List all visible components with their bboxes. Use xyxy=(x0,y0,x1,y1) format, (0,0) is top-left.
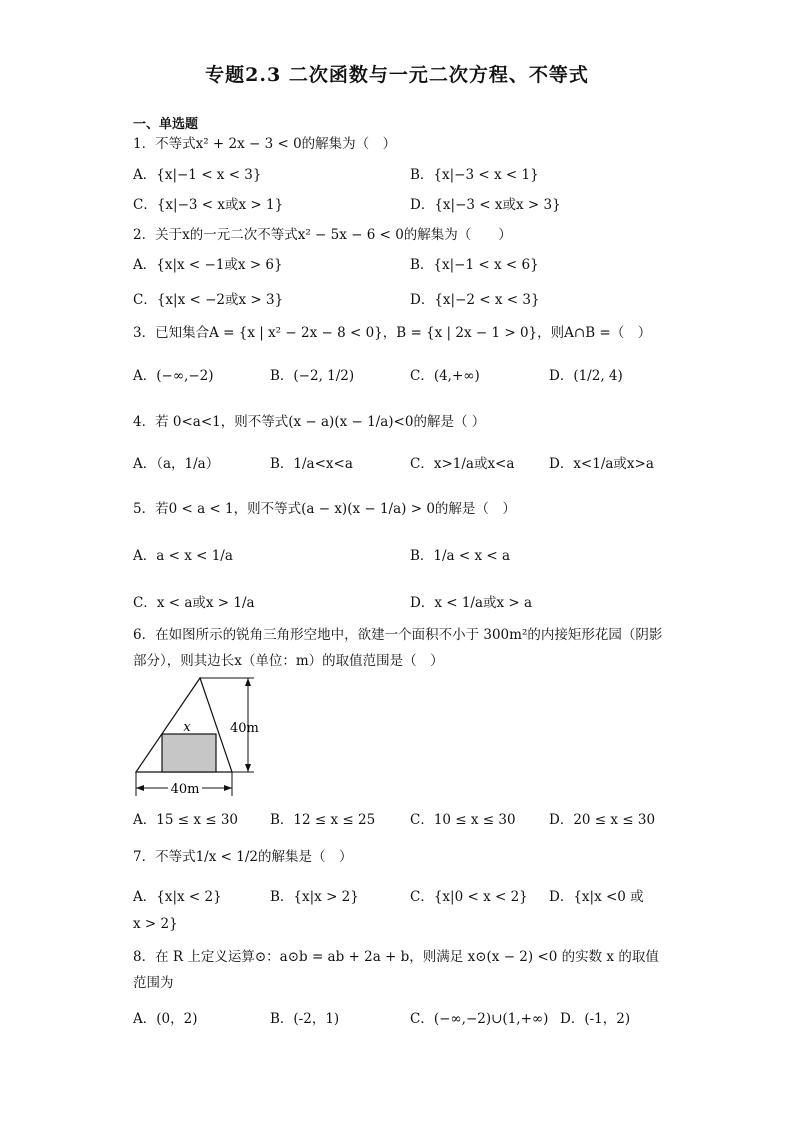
q6-option-b[interactable]: B．12 ≤ x ≤ 25 xyxy=(270,812,376,828)
triangle-diagram xyxy=(130,676,280,804)
q4-option-c[interactable]: C．x>1/a或x<a xyxy=(410,456,515,472)
inscribed-rectangle xyxy=(162,734,216,772)
rect-width-label: x xyxy=(183,720,191,735)
q4-option-d[interactable]: D．x<1/a或x>a xyxy=(549,456,654,472)
q2-option-c[interactable]: C．{x|x < −2或x > 3} xyxy=(133,292,284,308)
question-1-stem: 1．不等式x² + 2x − 3 < 0的解集为（ ） xyxy=(133,136,397,152)
q5-option-c[interactable]: C．x < a或x > 1/a xyxy=(133,595,255,611)
q7-option-b[interactable]: B．{x|x > 2} xyxy=(270,889,359,905)
question-6-stem: 6．在如图所示的锐角三角形空地中，欲建一个面积不小于 300m²的内接矩形花园（阴影部分），则其边长x（单位：m）的取值范围是（ ） xyxy=(133,627,663,669)
q3-option-c[interactable]: C．(4,+∞) xyxy=(410,368,480,384)
q6-option-a[interactable]: A．15 ≤ x ≤ 30 xyxy=(133,812,239,828)
q8-option-d[interactable]: D．(-1，2) xyxy=(560,1011,631,1027)
q3-option-b[interactable]: B．(−2, 1/2) xyxy=(270,368,355,384)
q1-option-c[interactable]: C．{x|−3 < x或x > 1} xyxy=(133,197,284,213)
q7-option-a[interactable]: A．{x|x < 2} xyxy=(133,889,222,905)
height-label: 40m xyxy=(230,721,259,736)
q7-option-d[interactable]: D．{x|x <0 或 xyxy=(549,889,644,905)
q6-option-d[interactable]: D．20 ≤ x ≤ 30 xyxy=(549,812,656,828)
q8-option-a[interactable]: A．(0，2) xyxy=(133,1011,198,1027)
q4-option-a[interactable]: A．（a，1/a） xyxy=(133,456,220,472)
question-3-stem: 3．已知集合A = {x | x² − 2x − 8 < 0}，B = {x | 2x − 1 > 0}，则A∩B =（ ） xyxy=(133,325,652,341)
q1-option-d[interactable]: D．{x|−3 < x或x > 3} xyxy=(410,197,561,213)
q2-option-d[interactable]: D．{x|−2 < x < 3} xyxy=(410,292,540,308)
question-7-stem: 7．不等式1/x < 1/2的解集是（ ） xyxy=(133,849,353,865)
q1-option-a[interactable]: A．{x|−1 < x < 3} xyxy=(133,167,262,183)
section-heading: 一、单选题 xyxy=(133,117,199,132)
q2-option-b[interactable]: B．{x|−1 < x < 6} xyxy=(410,257,539,273)
q3-option-d[interactable]: D．(1/2, 4) xyxy=(549,368,623,384)
q1-option-b[interactable]: B．{x|−3 < x < 1} xyxy=(410,167,539,183)
height-arrow-top xyxy=(245,678,251,686)
height-arrow-bottom xyxy=(245,764,251,772)
q7-option-d-continued: x > 2} xyxy=(133,916,178,932)
question-5-stem: 5．若0 < a < 1，则不等式(a − x)(x − 1/a) > 0的解是（ ） xyxy=(133,501,516,517)
question-4-stem: 4．若 0<a<1，则不等式(x − a)(x − 1/a)<0的解是（ ） xyxy=(133,414,486,430)
triangle-garden-figure xyxy=(130,676,280,808)
q7-option-c[interactable]: C．{x|0 < x < 2} xyxy=(410,889,528,905)
q5-option-d[interactable]: D．x < 1/a或x > a xyxy=(410,595,533,611)
q8-option-b[interactable]: B．(-2，1) xyxy=(270,1011,340,1027)
q3-option-a[interactable]: A．(−∞,−2) xyxy=(133,368,214,384)
q4-option-b[interactable]: B．1/a<x<a xyxy=(270,456,353,472)
q8-option-c[interactable]: C．(−∞,−2)∪(1,+∞) xyxy=(410,1011,549,1027)
base-label: 40m xyxy=(170,782,200,797)
q6-option-c[interactable]: C．10 ≤ x ≤ 30 xyxy=(410,812,516,828)
base-arrow-left xyxy=(136,785,144,791)
question-8-stem: 8．在 R 上定义运算⊙：a⊙b = ab + 2a + b，则满足 x⊙(x − 2) <0 的实数 x 的取值范围为 xyxy=(133,949,659,991)
q2-option-a[interactable]: A．{x|x < −1或x > 6} xyxy=(133,257,283,273)
base-arrow-right xyxy=(224,785,232,791)
q5-option-b[interactable]: B．1/a < x < a xyxy=(410,548,511,564)
question-2-stem: 2．关于x的一元二次不等式x² − 5x − 6 < 0的解集为（ ） xyxy=(133,227,512,243)
page-title: 专题2.3 二次函数与一元二次方程、不等式 xyxy=(205,64,589,86)
q5-option-a[interactable]: A．a < x < 1/a xyxy=(133,548,233,564)
